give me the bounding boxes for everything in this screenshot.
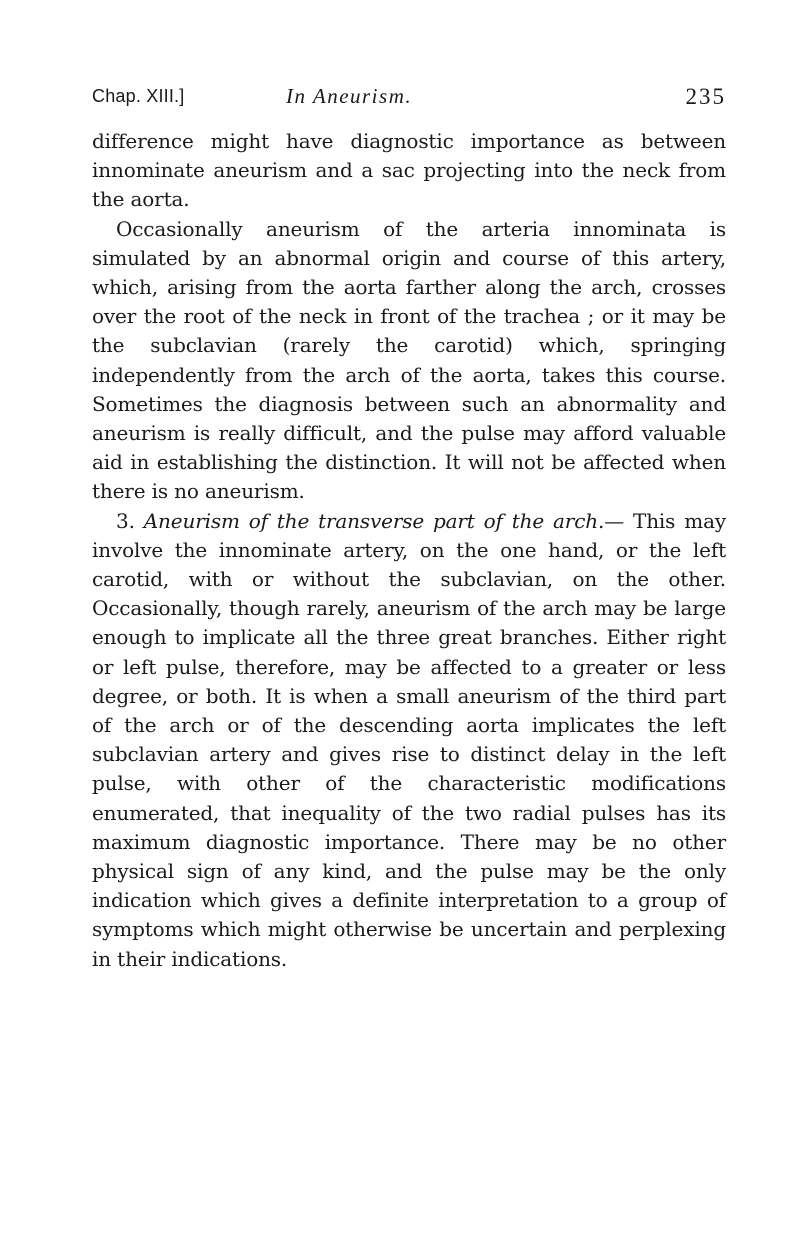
page-number: 235 bbox=[685, 84, 726, 109]
paragraph-simulated-aneurism bbox=[92, 215, 726, 507]
paragraph-text: This may involve the innominate artery, on the one hand, or the left carotid, with or without the subclavian, on the other. Occasionally, though rarely, aneurism of the arch may be large enough to implicate all the three great branches. Either right or left pulse, therefore, may be affected to a greater or less degree, or both. It is when a small aneurism of the third part of the arch or of the descending aorta implicates the left subclavian artery and gives rise to distinct delay in the left pulse, with other of the characteristic modifications enumerated, that inequality of the two radial pulses has its maximum diagnostic importance. There may be no other physical sign of any kind, and the pulse may be the only indication which gives a definite interpretation to a group of symptoms which might otherwise be uncertain and perplexing in their indications. bbox=[92, 508, 726, 971]
section-heading: Aneurism of the transverse part of the arch. bbox=[143, 508, 605, 533]
section-number: 3. bbox=[116, 508, 135, 533]
paragraph-text: difference might have diagnostic importance as between innominate aneurism and a sac projecting into the neck from the aorta. bbox=[92, 129, 726, 212]
em-dash: — bbox=[604, 508, 625, 533]
paragraph-transverse-arch bbox=[92, 507, 726, 974]
body-text bbox=[92, 127, 726, 974]
running-title: In Aneurism. bbox=[286, 84, 413, 108]
running-head bbox=[92, 86, 726, 116]
paragraph-text: Occasionally aneurism of the arteria innominata is simulated by an abnormal origin and course of this artery, which, arising from the aorta farther along the arch, crosses over the root of the neck in front of the trachea ; or it may be the subclavian (rarely the carotid) which, springing independently from the arch of the aorta, takes this course. Sometimes the diagnosis between such an abnormality and aneurism is really difficult, and the pulse may afford valuable aid in establishing the distinction. It will not be affected when there is no aneurism. bbox=[92, 216, 726, 504]
chapter-label: Chap. XIII.] bbox=[92, 86, 185, 106]
paragraph-continued bbox=[92, 127, 726, 215]
